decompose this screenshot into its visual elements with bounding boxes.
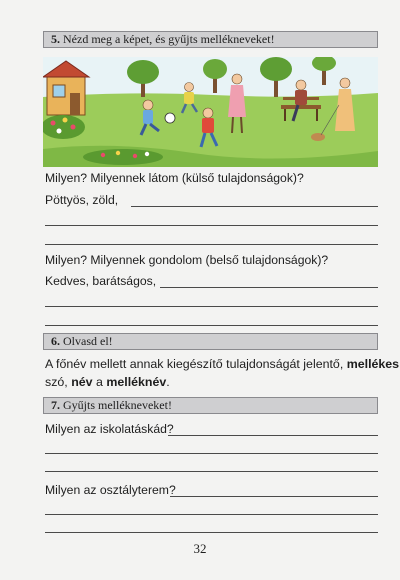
exercise-5-header (43, 31, 378, 48)
page-number: 32 (193, 541, 207, 556)
rule-text: a (96, 375, 103, 389)
answer-line[interactable] (45, 325, 378, 326)
answer-line[interactable] (45, 532, 378, 533)
answer-line[interactable] (45, 225, 378, 226)
exercise-7-header (43, 397, 378, 414)
ball (165, 113, 175, 123)
answer-line[interactable] (170, 496, 378, 497)
question-outer-traits: Milyen? Milyennek látom (külső tulajdonságok)? (45, 171, 304, 185)
answer-line[interactable] (131, 206, 378, 207)
answer-start-outer: Pöttyös, zöld, (45, 193, 119, 207)
answer-line[interactable] (45, 514, 378, 515)
rule-period: . (166, 375, 170, 389)
answer-line[interactable] (45, 306, 378, 307)
answer-line[interactable] (45, 471, 378, 472)
exercise-5-instruction: Nézd meg a képet, és gyűjts mellékneveket! (63, 32, 275, 46)
question-inner-traits: Milyen? Milyennek gondolom (belső tulajdonságok)? (45, 253, 329, 267)
rule-text: szó, (45, 375, 68, 389)
exercise-7-number: 7. (51, 398, 60, 412)
rule-text: A főnév mellett annak kiegészítő tulajdonságát jelentő, (45, 357, 344, 371)
exercise-6-header (43, 333, 378, 350)
rule-bold-term: melléknév (106, 375, 167, 389)
answer-line[interactable] (45, 453, 378, 454)
exercise-6-instruction: Olvasd el! (63, 334, 113, 348)
answer-line[interactable] (168, 435, 378, 436)
exercise-5-number: 5. (51, 32, 60, 46)
question-classroom: Milyen az osztályterem? (45, 483, 176, 497)
park-illustration (43, 57, 378, 167)
grammar-rule (45, 355, 399, 391)
rule-bold-term: név (71, 375, 93, 389)
answer-start-inner: Kedves, barátságos, (45, 274, 157, 288)
exercise-6-number: 6. (51, 334, 60, 348)
rule-bold-term: mellékes (346, 357, 400, 371)
answer-line[interactable] (45, 244, 378, 245)
exercise-7-instruction: Gyűjts mellékneveket! (63, 398, 172, 412)
question-schoolbag: Milyen az iskolatáskád? (45, 422, 174, 436)
answer-line[interactable] (160, 287, 378, 288)
